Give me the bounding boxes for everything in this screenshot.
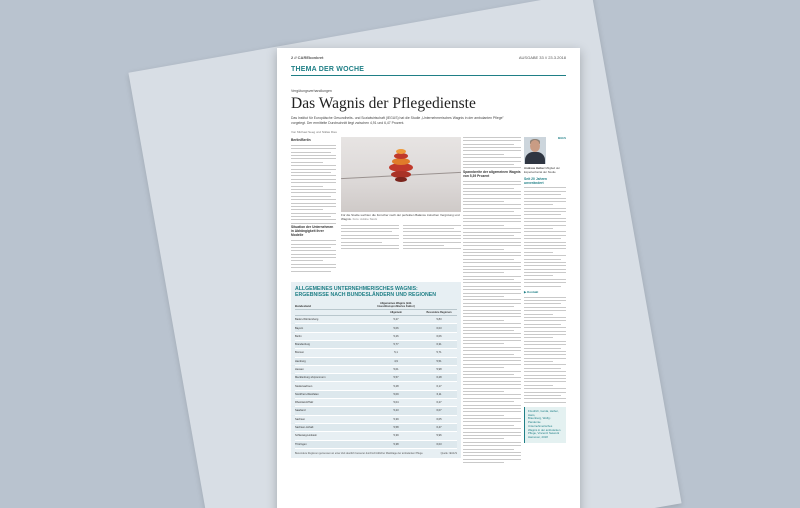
- table-footnote: Besondere Regionen gemessen an einer Zeit deutlich besserer durchschnittlicher Marktlage der ambulanten Pflege: [295, 451, 423, 455]
- table-row: [295, 382, 457, 390]
- row-besondere: 6,07: [436, 409, 442, 413]
- contact-label: Kontakt: [527, 289, 539, 294]
- row-besondere: 6,28: [436, 376, 442, 380]
- sidebar-column: [524, 137, 566, 443]
- row-besondere: 6,05: [436, 417, 442, 421]
- row-region: Sachsen-Anhalt: [295, 426, 314, 430]
- row-allgemein: 5,27: [393, 318, 399, 322]
- row-besondere: 6,47: [436, 426, 442, 430]
- article-byline: Von Michael Seeg und Niklas Ries: [291, 129, 337, 134]
- row-region: Sachsen: [295, 417, 306, 421]
- table-row: [295, 424, 457, 432]
- stone-base: [395, 177, 407, 182]
- row-besondere: 6,31: [436, 343, 442, 347]
- col-besondere: Besondere Regionen: [426, 311, 452, 315]
- table-row: [295, 324, 457, 332]
- table-row: [295, 374, 457, 382]
- row-region: Niedersachsen: [295, 384, 313, 388]
- page-issue: 2 // CAREkonkret: [291, 54, 324, 60]
- article-headline: Das Wagnis der Pflegedienste: [291, 95, 476, 112]
- row-allgemein: 5,28: [393, 384, 399, 388]
- text-column-3: [463, 137, 521, 466]
- table-row: [295, 399, 457, 407]
- row-allgemein: 5,38: [393, 442, 399, 446]
- row-region: Thüringen: [295, 442, 307, 446]
- table-title-line-1: ALLGEMEINES UNTERNEHMERISCHES WAGNIS:: [295, 285, 418, 292]
- balance-stones-photo: [341, 137, 461, 212]
- photo-credit: Foto: Adobe Stock: [352, 216, 378, 221]
- table-body: [295, 316, 457, 449]
- source-line: Wagnis in der ambulanten: [528, 427, 561, 432]
- col-region: Bundesland: [295, 304, 312, 309]
- row-allgemein: 5,1: [394, 351, 398, 355]
- row-besondere: 6,03: [436, 326, 442, 330]
- caption-text: Für die Studie suchten die Forscher nach der perfekten Balance zwischen Vergütung und Wagnis.: [341, 212, 460, 221]
- magazine-page: [277, 48, 580, 508]
- row-region: Hamburg: [295, 359, 306, 363]
- author-portrait: [524, 137, 546, 164]
- table-row: [295, 391, 457, 399]
- subhead-1: Situation der Unternehmen in Abhängigkeit ihrer Modelle: [291, 225, 334, 238]
- row-region: Mecklenburg-Vorpommern: [295, 376, 326, 380]
- row-region: Brandenburg: [295, 343, 310, 347]
- table-title: [295, 286, 457, 299]
- table-row: [295, 366, 457, 374]
- row-allgemein: 5,77: [393, 343, 399, 347]
- row-besondere: 6,11: [436, 392, 442, 396]
- issue-date: AUSGABE 33 // 23.3.2018: [518, 54, 566, 60]
- table-header: [295, 302, 457, 310]
- row-region: Schleswig-Holstein: [295, 434, 317, 438]
- source-line: Pflege, Vincentz Network: [528, 431, 560, 436]
- row-besondere: 5,51: [436, 359, 442, 363]
- col-allgemein: Allgemein: [390, 311, 402, 315]
- row-besondere: 5,71: [436, 351, 442, 355]
- page-meta: [291, 54, 566, 60]
- row-allgemein: 5,57: [393, 376, 399, 380]
- table-row: [295, 441, 457, 449]
- quote-title: Seit 20 Jahren unverändert: [524, 177, 547, 186]
- table-row: [295, 316, 457, 324]
- row-region: Rheinland-Pfalz: [295, 401, 314, 405]
- row-besondere: 5,83: [436, 318, 442, 322]
- table-title-line-2: ERGEBNISSE NACH BUNDESLÄNDERN UND REGIONEN: [295, 292, 436, 299]
- text-column-1: [291, 137, 336, 274]
- table-row: [295, 432, 457, 440]
- table-row: [295, 416, 457, 424]
- portrait-label: IEGUS: [557, 136, 566, 140]
- portrait-name: [524, 167, 566, 174]
- photo-column: [341, 137, 461, 252]
- expert-role: Mitglied der Expertenbeirat der Studie: [524, 165, 560, 174]
- row-region: Saarland: [295, 409, 306, 413]
- row-besondere: 6,03: [436, 442, 442, 446]
- article-intro: Das Institut für Europäische Gesundheits- und Sozialwirtschaft (IEGUS) hat die Studie „Unternehmerisches Wagnis in der ambulanten Pflege" vorgelegt. Der ermittelte Durchschnitt liegt zwischen 4,91 und 6,47 Prozent.: [291, 116, 504, 125]
- row-allgemein: 5,04: [393, 401, 399, 405]
- source-line: Unternehmerisches: [528, 423, 553, 428]
- table-row: [295, 407, 457, 415]
- row-besondere: 5,98: [436, 368, 442, 371]
- row-besondere: 6,27: [436, 401, 442, 405]
- row-besondere: 6,06: [436, 334, 442, 338]
- row-allgemein: 5,23: [393, 409, 399, 413]
- row-region: Nordrhein-Westfalen: [295, 392, 319, 396]
- contact-note: ▶ Kontakt: [524, 289, 539, 294]
- section-rule: [291, 75, 566, 76]
- row-besondere: 5,96: [436, 434, 442, 438]
- row-allgemein: 5,06: [393, 326, 399, 330]
- row-allgemein: 4,9: [394, 359, 398, 363]
- source-line: Hannover, 2018: [528, 435, 548, 440]
- stone-orange-top: [396, 149, 406, 154]
- row-allgemein: 5,26: [393, 334, 399, 338]
- row-region: Bayern: [295, 326, 304, 330]
- col-value-head: Allgemeines Wagnis (inkl. Investitionsprofitiertes Faktor): [377, 301, 415, 308]
- subhead-2: Spannbreite der allgemeinen Wagnis von 5,39 Prozent: [463, 169, 521, 178]
- row-allgemein: 5,09: [393, 392, 399, 396]
- row-allgemein: 5,39: [393, 417, 399, 421]
- row-allgemein: 5,39: [393, 434, 399, 438]
- row-region: Bremen: [295, 351, 305, 355]
- source-line: Friedrich, Gerda, Heiber, Hans,: [528, 408, 559, 417]
- section-title: THEMA DER WOCHE: [291, 66, 365, 73]
- table-row: [295, 358, 457, 366]
- article-columns: [291, 137, 566, 467]
- source-box: [524, 407, 566, 443]
- expert-name: Andreas Heiber: [524, 165, 545, 170]
- table-row: [295, 333, 457, 341]
- table-row: [295, 341, 457, 349]
- stone-orange: [392, 158, 410, 165]
- table-source: Quelle: IEGUS: [440, 451, 457, 455]
- row-region: Berlin: [295, 334, 302, 338]
- table-note: [295, 452, 457, 455]
- lead-dateline: Berlin/Berlin: [291, 137, 311, 142]
- row-allgemein: 5,01: [393, 368, 399, 371]
- photo-caption: [341, 214, 461, 222]
- row-allgemein: 5,58: [393, 426, 399, 430]
- row-region: Hessen: [295, 368, 304, 371]
- row-region: Baden-Württemberg: [295, 318, 319, 322]
- row-besondere: 6,17: [436, 384, 442, 388]
- article-kicker: Vergütungsverhandlungen: [291, 89, 332, 93]
- table-row: [295, 349, 457, 357]
- source-line: Braunberg, Wolfg.: Pandemie: [528, 416, 552, 425]
- wagnis-table: [291, 282, 461, 458]
